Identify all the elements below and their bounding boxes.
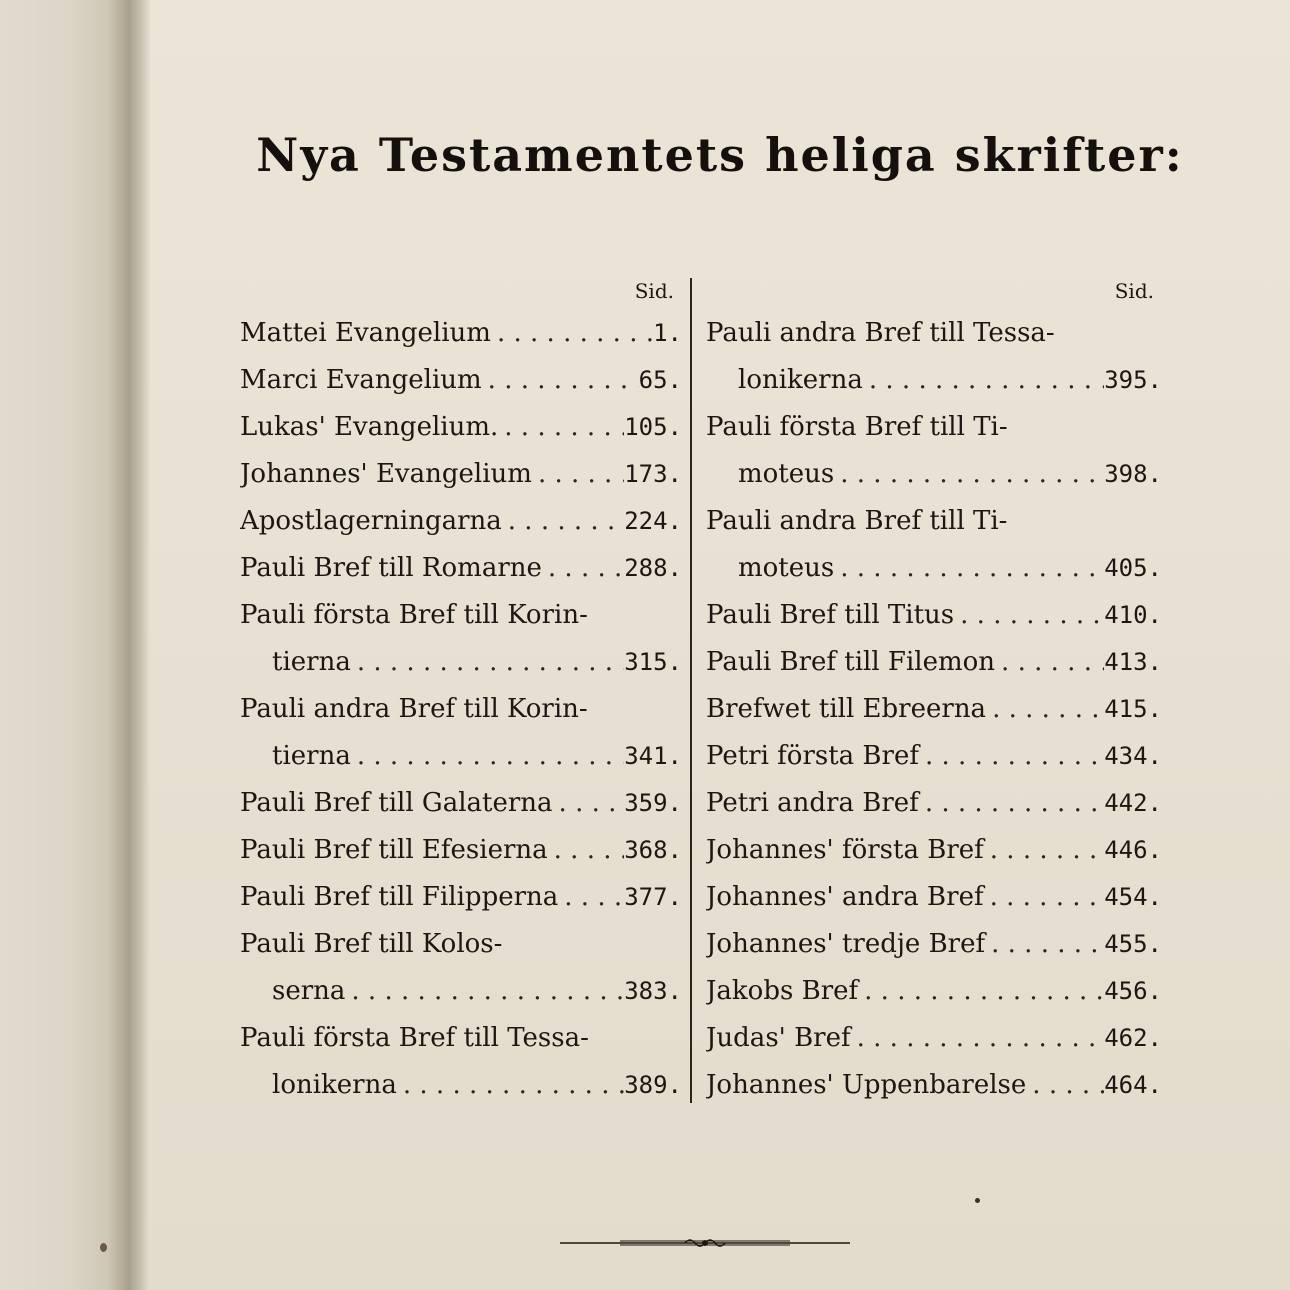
toc-entry-page: 377.: [624, 883, 682, 911]
toc-entry: [240, 874, 682, 921]
toc-entry-page: 389.: [624, 1071, 682, 1099]
dot-leader: [548, 827, 625, 874]
dot-leader: [834, 545, 1104, 592]
toc-entry: [240, 733, 682, 780]
toc-entry-title: Petri andra Bref: [706, 788, 919, 818]
toc-entry: [706, 310, 1162, 357]
toc-entry-page: 398.: [1104, 460, 1162, 488]
dot-leader: [491, 310, 653, 357]
toc-entry-page: 1.: [653, 319, 682, 347]
dot-leader: [502, 498, 624, 545]
toc-entry-title: moteus: [738, 459, 835, 489]
page-title: Nya Testamentets heliga skrifter:: [256, 128, 1184, 182]
toc-entry-title: Jakobs Bref: [706, 976, 859, 1006]
toc-entry-page: 454.: [1104, 883, 1162, 911]
toc-entry-page: 395.: [1104, 366, 1162, 394]
toc-entry-title: Pauli första Bref till Korin-: [240, 600, 588, 630]
toc-entry-title: Pauli första Bref till Tessa-: [240, 1023, 589, 1053]
toc-entry: [240, 498, 682, 545]
toc-entry: [706, 639, 1162, 686]
dot-leader: [995, 639, 1104, 686]
dot-leader: [553, 780, 625, 827]
toc-entry-title: lonikerna: [738, 365, 863, 395]
toc-entry-title: Pauli andra Bref till Tessa-: [706, 318, 1055, 348]
toc-entry-title: Johannes' Uppenbarelse: [706, 1070, 1027, 1100]
toc-entry-page: 173.: [624, 460, 682, 488]
toc-entry-title: Pauli andra Bref till Korin-: [240, 694, 588, 724]
toc-entry: [706, 404, 1162, 451]
toc-entry: [240, 968, 682, 1015]
toc-entry-title: lonikerna: [272, 1070, 397, 1100]
toc-entry-title: Pauli Bref till Filemon: [706, 647, 996, 677]
toc-entry: [706, 686, 1162, 733]
toc-entry: [240, 451, 682, 498]
toc-entry-title: Mattei Evangelium: [240, 318, 491, 348]
toc-entry-page: 446.: [1104, 836, 1162, 864]
toc-entry: [240, 592, 682, 639]
toc-entry-title: Apostlagerningarna: [240, 506, 502, 536]
dot-leader: [851, 1015, 1105, 1062]
toc-entry-title: Johannes' första Bref: [706, 835, 984, 865]
dot-leader: [984, 874, 1105, 921]
toc-entry: [706, 1062, 1162, 1109]
toc-entry-title: Brefwet till Ebreerna: [706, 694, 987, 724]
dot-leader: [834, 451, 1104, 498]
toc-entry-title: Pauli Bref till Romarne: [240, 553, 542, 583]
toc-left-list: [240, 310, 682, 1109]
toc-entry-title: Pauli Bref till Efesierna: [240, 835, 548, 865]
toc-entry-page: 415.: [1104, 695, 1162, 723]
toc-entry-page: 359.: [624, 789, 682, 817]
toc-entry-page: 455.: [1104, 930, 1162, 958]
toc-entry: [706, 357, 1162, 404]
toc-entry-title: moteus: [738, 553, 835, 583]
dot-leader: [985, 921, 1104, 968]
toc-entry-page: 413.: [1104, 648, 1162, 676]
toc-entry: [240, 780, 682, 827]
dot-leader: [919, 733, 1104, 780]
toc-entry-page: 341.: [624, 742, 682, 770]
toc-entry: [706, 545, 1162, 592]
toc-entry: [706, 733, 1162, 780]
toc-entry: [706, 874, 1162, 921]
dot-leader: [986, 686, 1104, 733]
toc-entry: [706, 592, 1162, 639]
dot-leader: [498, 404, 624, 451]
toc-right-column: [706, 272, 1162, 1109]
toc-entry-title: Pauli Bref till Galaterna: [240, 788, 553, 818]
toc-entry: [706, 780, 1162, 827]
toc-entry-page: 462.: [1104, 1024, 1162, 1052]
ornament-rule: [560, 1236, 850, 1250]
toc-entry-title: Pauli andra Bref till Ti-: [706, 506, 1008, 536]
toc-entry: [706, 921, 1162, 968]
toc-entry-page: 383.: [624, 977, 682, 1005]
dot-leader: [863, 357, 1104, 404]
toc-entry-title: Lukas' Evangelium.: [240, 412, 499, 442]
toc-entry-page: 456.: [1104, 977, 1162, 1005]
paper-speck: [975, 1198, 980, 1203]
dot-leader: [858, 968, 1104, 1015]
dot-leader: [397, 1062, 624, 1109]
toc-entry: [706, 1015, 1162, 1062]
toc-entry-page: 368.: [624, 836, 682, 864]
toc-entry-title: serna: [272, 976, 346, 1006]
toc-entry-title: Johannes' Evangelium: [240, 459, 532, 489]
column-header-left: Sid.: [634, 279, 674, 303]
dot-leader: [954, 592, 1104, 639]
toc-entry-title: Pauli Bref till Titus: [706, 600, 955, 630]
toc-entry: [240, 686, 682, 733]
toc-entry-page: 288.: [624, 554, 682, 582]
toc-entry-page: 105.: [624, 413, 682, 441]
toc-entry: [240, 1015, 682, 1062]
toc-entry-page: 315.: [624, 648, 682, 676]
toc-entry-page: 405.: [1104, 554, 1162, 582]
toc-entry: [706, 968, 1162, 1015]
toc-entry-title: Petri första Bref: [706, 741, 919, 771]
toc-right-list: [706, 310, 1162, 1109]
dot-leader: [542, 545, 624, 592]
toc-entry: [240, 404, 682, 451]
dot-leader: [919, 780, 1104, 827]
toc-entry-title: Pauli första Bref till Ti-: [706, 412, 1008, 442]
toc-entry-title: Marci Evangelium: [240, 365, 482, 395]
column-divider: [690, 278, 692, 1103]
toc-entry-page: 434.: [1104, 742, 1162, 770]
toc-entry-page: 65.: [638, 366, 682, 394]
dot-leader: [984, 827, 1104, 874]
dot-leader: [532, 451, 624, 498]
dot-leader: [351, 733, 624, 780]
toc-entry: [706, 451, 1162, 498]
toc-entry-title: Johannes' tredje Bref: [706, 929, 986, 959]
toc-entry: [240, 1062, 682, 1109]
toc-entry-page: 224.: [624, 507, 682, 535]
toc-entry-title: Pauli Bref till Kolos-: [240, 929, 503, 959]
paper-speck: [100, 1243, 107, 1252]
book-gutter: [0, 0, 150, 1290]
toc-entry: [240, 310, 682, 357]
column-header-right: Sid.: [1114, 279, 1154, 303]
toc-entry: [706, 827, 1162, 874]
toc-entry-title: tierna: [272, 647, 351, 677]
toc-entry-title: tierna: [272, 741, 351, 771]
toc-entry-title: Johannes' andra Bref: [706, 882, 984, 912]
toc-entry: [240, 827, 682, 874]
toc-entry: [240, 639, 682, 686]
dot-leader: [482, 357, 639, 404]
toc-entry: [706, 498, 1162, 545]
toc-entry: [240, 357, 682, 404]
toc-entry-page: 410.: [1104, 601, 1162, 629]
toc-entry-title: Pauli Bref till Filipperna: [240, 882, 559, 912]
toc-entry: [240, 921, 682, 968]
dot-leader: [558, 874, 624, 921]
toc-entry-title: Judas' Bref: [706, 1023, 851, 1053]
dot-leader: [345, 968, 624, 1015]
toc-entry-page: 442.: [1104, 789, 1162, 817]
toc-entry-page: 464.: [1104, 1071, 1162, 1099]
toc-left-column: [240, 272, 682, 1109]
dot-leader: [1026, 1062, 1104, 1109]
dot-leader: [351, 639, 624, 686]
toc-entry: [240, 545, 682, 592]
